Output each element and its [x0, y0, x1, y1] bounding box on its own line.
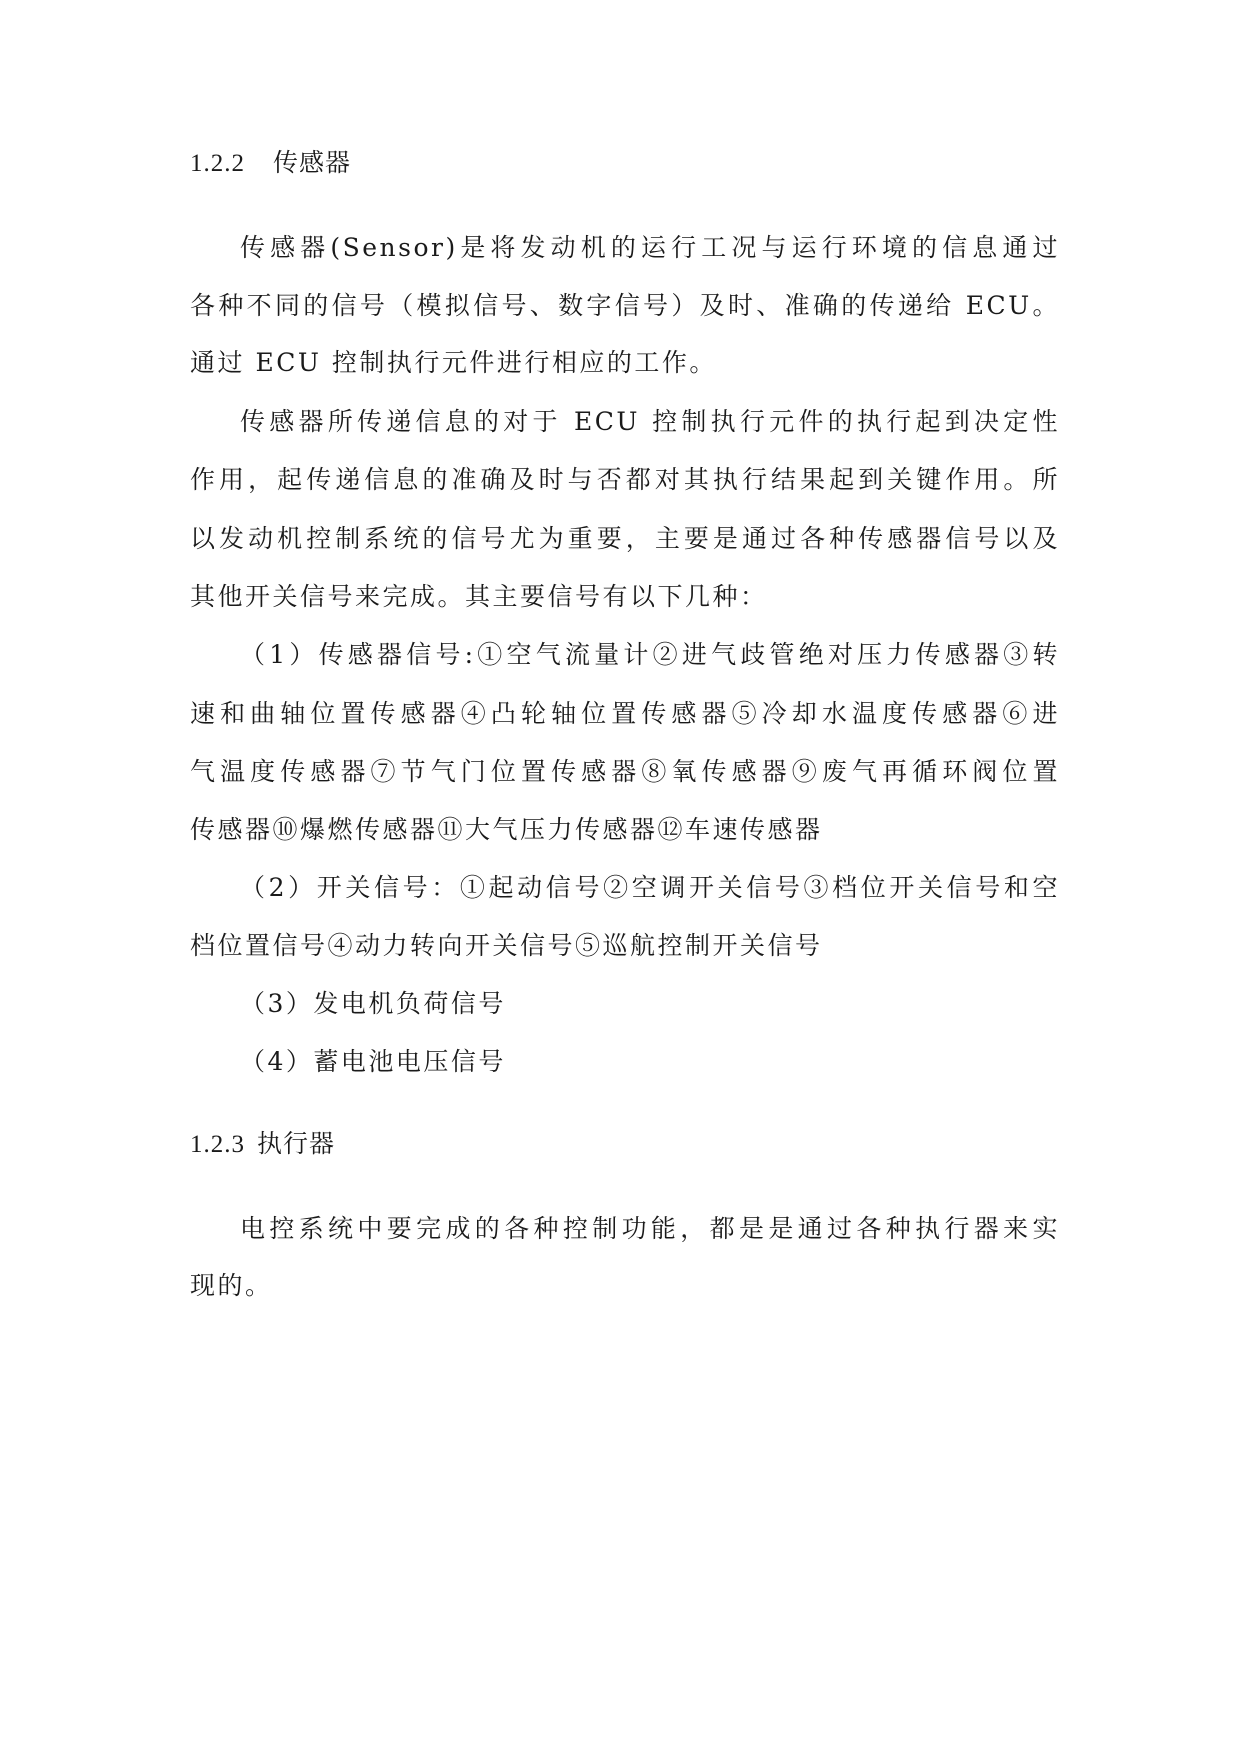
list-item-2-line-1: （2）开关信号：①起动信号②空调开关信号③档位开关信号和空: [240, 873, 1060, 902]
list-item-2-line-2: 档位置信号④动力转向开关信号⑤巡航控制开关信号: [190, 931, 823, 960]
paragraph-1-line-3: 通过 ECU 控制执行元件进行相应的工作。: [190, 348, 717, 377]
section-number: 1.2.3: [190, 1131, 245, 1158]
section-number: 1.2.2: [190, 150, 245, 177]
paragraph-2-line-2: 作用，起传递信息的准确及时与否都对其执行结果起到关键作用。所: [190, 465, 1060, 494]
section-title: 传感器: [273, 150, 352, 177]
section-heading-1-2-2: [190, 146, 1060, 182]
section-title: 执行器: [257, 1131, 336, 1158]
list-item-1-line-3: 气温度传感器⑦节气门位置传感器⑧氧传感器⑨废气再循环阀位置: [190, 757, 1060, 786]
section-heading-1-2-3: [190, 1127, 1060, 1163]
paragraph-2-line-3: 以发动机控制系统的信号尤为重要，主要是通过各种传感器信号以及: [190, 524, 1060, 553]
list-item-1-line-1: （1）传感器信号:①空气流量计②进气歧管绝对压力传感器③转: [240, 640, 1060, 669]
paragraph-3-line-1: 电控系统中要完成的各种控制功能，都是是通过各种执行器来实: [240, 1214, 1060, 1243]
list-item-1-line-2: 速和曲轴位置传感器④凸轮轴位置传感器⑤冷却水温度传感器⑥进: [190, 699, 1060, 728]
list-item-4: （4）蓄电池电压信号: [240, 1047, 506, 1076]
paragraph-2-line-1: 传感器所传递信息的对于 ECU 控制执行元件的执行起到决定性: [240, 407, 1060, 436]
paragraph-3-line-2: 现的。: [190, 1271, 273, 1300]
paragraph-2-line-4: 其他开关信号来完成。其主要信号有以下几种：: [190, 582, 768, 611]
list-item-3: （3）发电机负荷信号: [240, 989, 506, 1018]
paragraph-1-line-1: 传感器(Sensor)是将发动机的运行工况与运行环境的信息通过: [240, 233, 1060, 262]
list-item-1-line-4: 传感器⑩爆燃传感器⑪大气压力传感器⑫车速传感器: [190, 815, 823, 844]
paragraph-1-line-2: 各种不同的信号（模拟信号、数字信号）及时、准确的传递给 ECU。: [190, 291, 1060, 320]
